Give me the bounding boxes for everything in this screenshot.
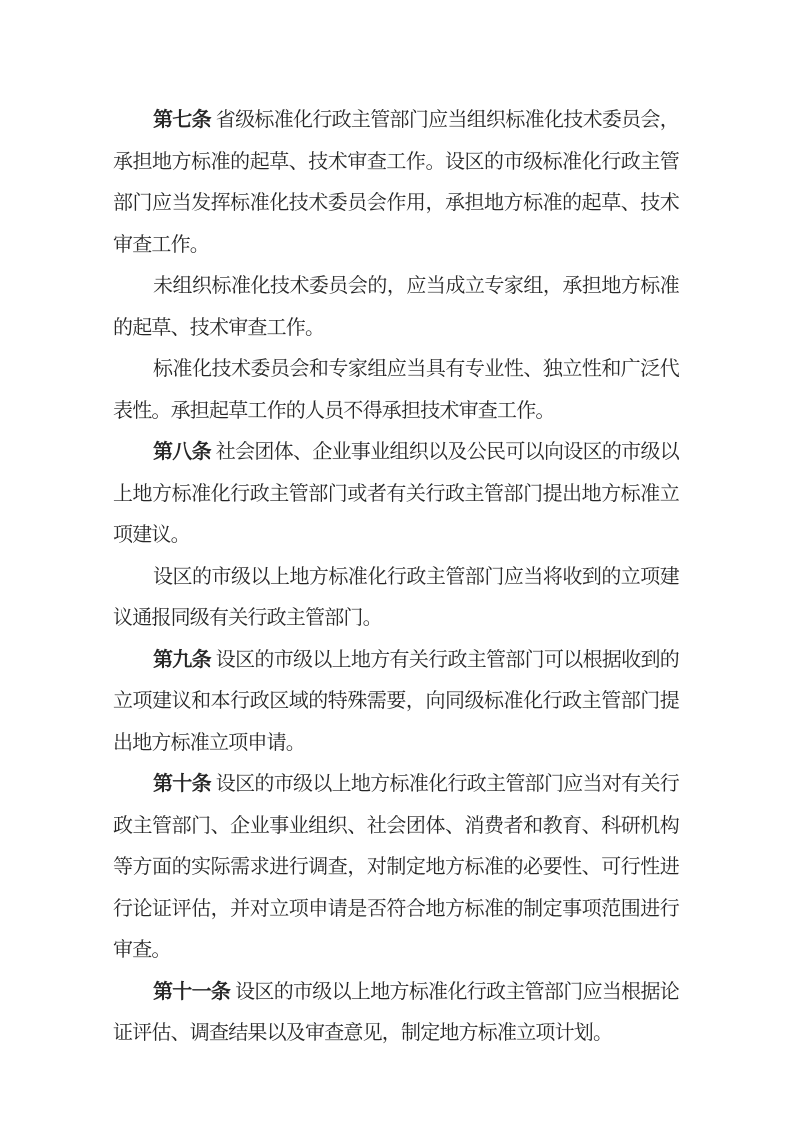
paragraph: [113, 432, 679, 557]
article-number: 第八条: [153, 441, 211, 463]
document-body: [113, 100, 679, 1055]
paragraph: [113, 266, 679, 349]
paragraph: [113, 557, 679, 640]
paragraph: [113, 972, 679, 1055]
paragraph-text: 标准化技术委员会和专家组应当具有专业性、独立性和广泛代表性。承担起草工作的人员不得承担技术审查工作。: [113, 358, 679, 422]
paragraph-text: 社会团体、企业事业组织以及公民可以向设区的市级以上地方标准化行政主管部门或者有关行政主管部门提出地方标准立项建议。: [113, 441, 679, 546]
paragraph-text: 省级标准化行政主管部门应当组织标准化技术委员会，承担地方标准的起草、技术审查工作。设区的市级标准化行政主管部门应当发挥标准化技术委员会作用，承担地方标准的起草、技术审查工作。: [113, 109, 679, 256]
article-number: 第七条: [153, 109, 211, 131]
paragraph-text: 设区的市级以上地方标准化行政主管部门应当将收到的立项建议通报同级有关行政主管部门。: [113, 565, 679, 629]
paragraph: [113, 100, 679, 266]
paragraph: [113, 764, 679, 972]
paragraph-text: 未组织标准化技术委员会的，应当成立专家组，承担地方标准的起草、技术审查工作。: [113, 275, 679, 339]
paragraph: [113, 640, 679, 765]
article-number: 第九条: [153, 648, 211, 671]
paragraph: [113, 349, 679, 432]
article-number: 第十一条: [153, 980, 231, 1003]
paragraph-text: 设区的市级以上地方标准化行政主管部门应当根据论证评估、调查结果以及审查意见，制定地方标准立项计划。: [113, 980, 679, 1044]
paragraph-text: 设区的市级以上地方有关行政主管部门可以根据收到的立项建议和本行政区域的特殊需要，向同级标准化行政主管部门提出地方标准立项申请。: [113, 648, 679, 754]
paragraph-text: 设区的市级以上地方标准化行政主管部门应当对有关行政主管部门、企业事业组织、社会团体、消费者和教育、科研机构等方面的实际需求进行调查，对制定地方标准的必要性、可行性进行论证评估，并对立项申请是否符合地方标准的制定事项范围进行审查。: [113, 773, 679, 961]
article-number: 第十条: [153, 773, 211, 795]
